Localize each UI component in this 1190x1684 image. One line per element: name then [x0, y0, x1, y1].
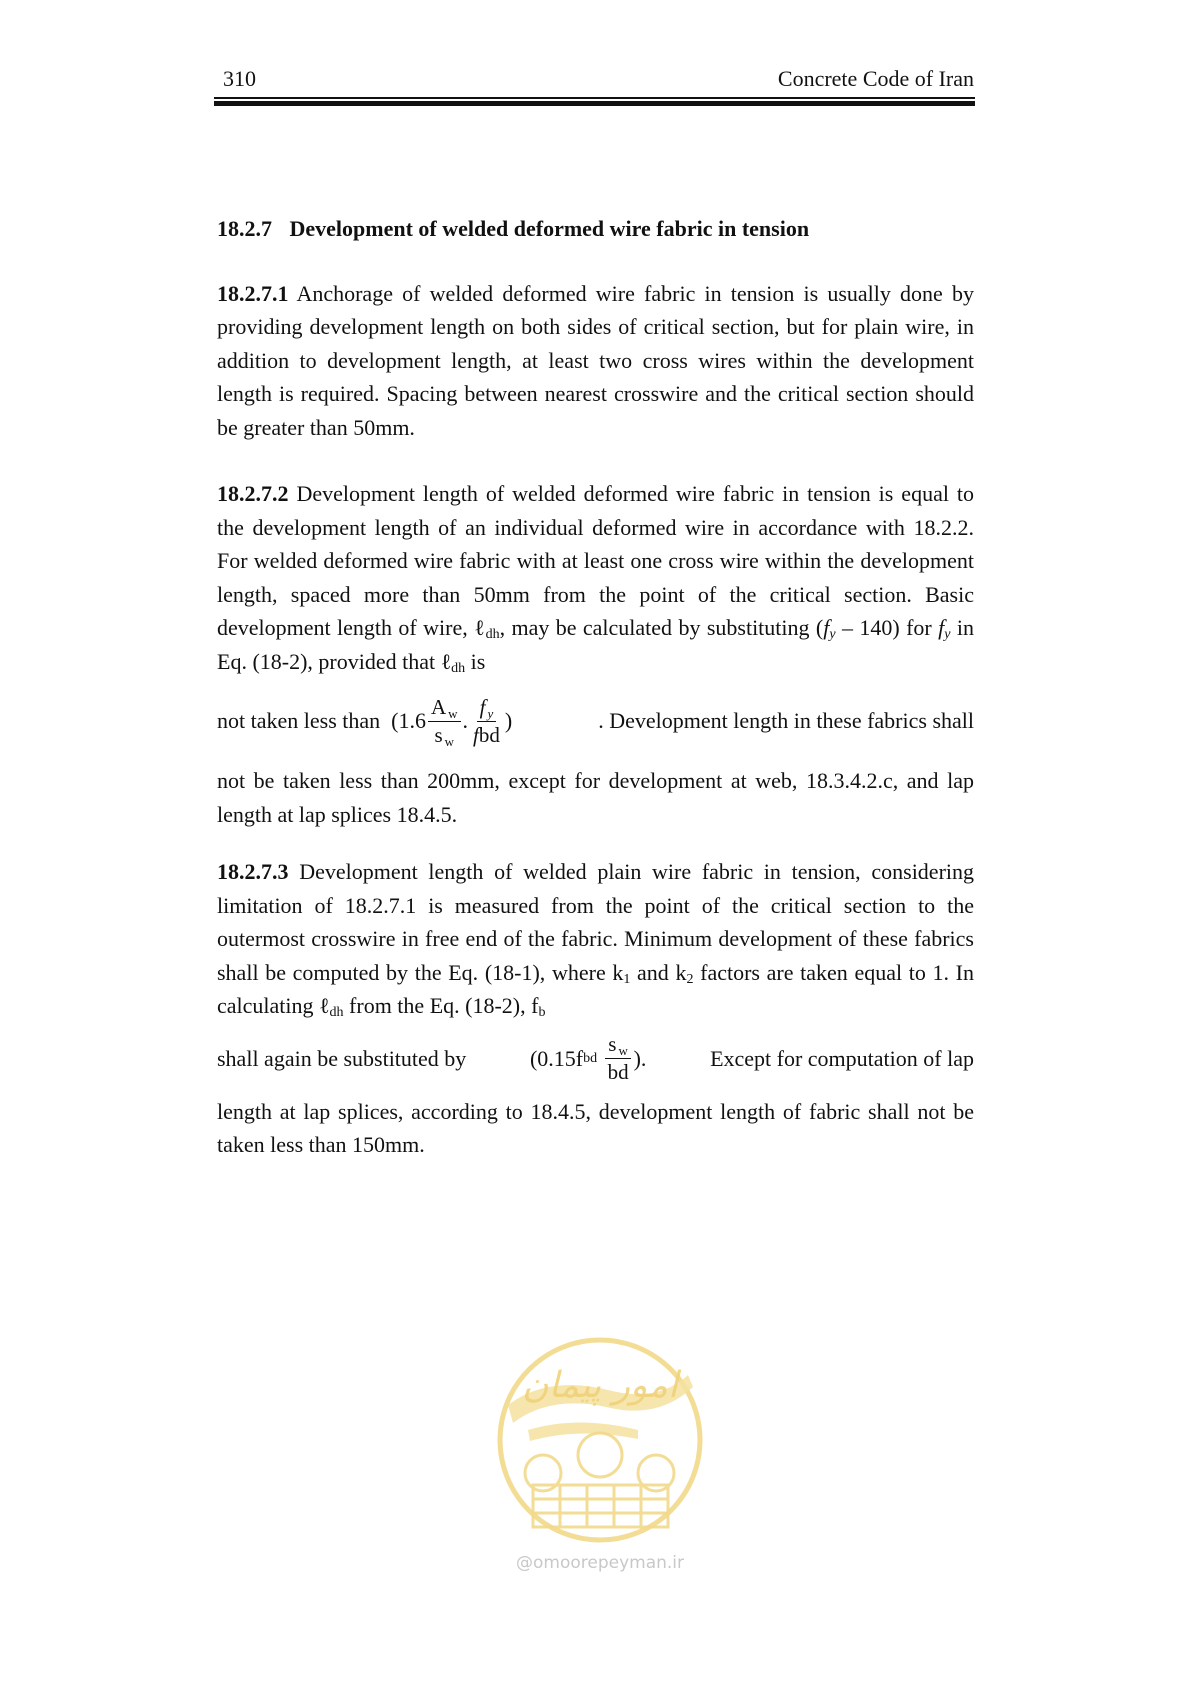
equation-open: (0.15f — [529, 1045, 584, 1071]
paragraph-18-2-7-2 — [217, 477, 974, 678]
header-rule-thick — [214, 101, 975, 106]
equation-suffix: Except for computation of lap — [710, 1045, 974, 1071]
equation-line-limit — [217, 678, 974, 764]
paragraph-text: is — [465, 648, 486, 674]
paragraph-text: length at lap splices, according to 18.4.5, development length of fabric shall not be taken less than 150mm. — [217, 1098, 974, 1157]
paragraph-number: 18.2.7.2 — [217, 481, 289, 506]
fraction-denominator: bd — [607, 1060, 629, 1084]
subscript: w — [448, 705, 458, 721]
running-title: Concrete Code of Iran — [777, 66, 974, 91]
equation-line-substitution — [217, 1023, 974, 1095]
equation-limit — [217, 694, 513, 749]
symbol-f: f — [823, 615, 830, 640]
paragraph-text: Development length of welded deformed wire fabric in tension is equal to the development length of an individual deformed wire in accordance with 18.2.2. For welded deformed wire fabric with at least one cross wire within the development length, spaced more than 50mm from the point of the critical section. Basic development length of wire, ℓ — [217, 481, 974, 640]
paragraph-18-2-7-3-continued — [217, 1095, 974, 1162]
subscript: w — [444, 733, 455, 749]
subscript: b — [538, 1005, 546, 1020]
paragraph-text: from the Eq. (18-2), f — [343, 993, 539, 1018]
section-number: 18.2.7 — [217, 216, 272, 241]
equation-close: ). — [633, 1045, 647, 1071]
header-rule-thin — [214, 97, 975, 99]
watermark-site: omoorepeyman.ir — [532, 1553, 685, 1573]
fraction-denominator: s — [434, 722, 443, 747]
subscript: w — [618, 1043, 628, 1058]
paragraph-18-2-7-1 — [217, 277, 974, 445]
equation-open: (1.6 — [391, 708, 426, 734]
paragraph-number: 18.2.7.3 — [217, 859, 289, 884]
subscript: y — [829, 627, 836, 642]
paragraph-number: 18.2.7.1 — [217, 280, 289, 306]
paragraph-text: and k — [630, 959, 687, 985]
subscript: y — [944, 627, 951, 642]
equation-close: ) — [504, 708, 513, 734]
fraction-sw-bd — [605, 1034, 632, 1083]
section-heading — [217, 212, 974, 246]
subscript: dh — [485, 627, 500, 642]
subscript: dh — [329, 1005, 344, 1020]
fraction-denominator: f — [473, 722, 479, 747]
fraction-numerator: f — [479, 694, 486, 719]
subscript: 1 — [623, 971, 631, 987]
paragraph-text: – 140) for — [835, 615, 939, 640]
paragraph-text: Anchorage of welded deformed wire fabric in tension is usually done by providing development length on both sides of critical section, but for plain wire, in addition to development length, at least two cross wires within the development length is required. Spacing between nearest crosswire and the critical section should be greater than 50mm. — [217, 280, 974, 440]
section-title: Development of welded deformed wire fabric in tension — [289, 216, 810, 241]
page-number: 310 — [223, 66, 256, 91]
watermark-logo-text: امور پیمان — [522, 1365, 678, 1406]
fraction-numerator: s — [608, 1032, 617, 1056]
page-header — [217, 62, 974, 92]
watermark-logo — [488, 1335, 713, 1545]
page-body — [217, 212, 974, 1162]
paragraph-text: , may be calculated by substituting ( — [499, 615, 824, 640]
equation-dot: . — [462, 708, 469, 734]
at-icon: @ — [515, 1553, 533, 1573]
equation-substitution: (0.15f bd $\frac{\text{s w}}{bd}$ ). — [529, 1032, 647, 1084]
paragraph-18-2-7-3 — [217, 855, 974, 1023]
fraction-numerator: A — [430, 694, 447, 719]
subscript: y — [487, 705, 494, 721]
watermark-site-label — [500, 1553, 700, 1573]
subscript: 2 — [686, 971, 694, 987]
subscript: dh — [451, 660, 466, 676]
paragraph-text: Development length of welded plain wire fabric in tension, considering limitation of 18.2.7.1 is measured from the point of the critical section to the outermost crosswire in free end of the fabric. Minimum development of these fabrics shall be computed by the Eq. (18-1), where k — [217, 859, 975, 985]
equation-suffix: . Development length in these fabrics shall — [598, 708, 974, 734]
paragraph-text: not be taken less than 200mm, except for development at web, 18.3.4.2.c, and lap length at lap splices 18.4.5. — [217, 768, 974, 827]
paragraph-text: factors are taken equal to 1. In calculating ℓ — [217, 959, 975, 1018]
fraction-aw-sw — [428, 694, 461, 749]
equation-prefix: shall again be substituted by — [217, 1045, 467, 1071]
symbol-f: f — [938, 615, 945, 640]
paragraph-text: in Eq. (18-2), provided that ℓ — [217, 615, 975, 674]
equation-prefix: not taken less than — [217, 708, 381, 734]
subscript: bd — [478, 722, 500, 747]
paragraph-18-2-7-2-continued — [217, 764, 974, 831]
fraction-fy-fbd — [470, 694, 503, 747]
